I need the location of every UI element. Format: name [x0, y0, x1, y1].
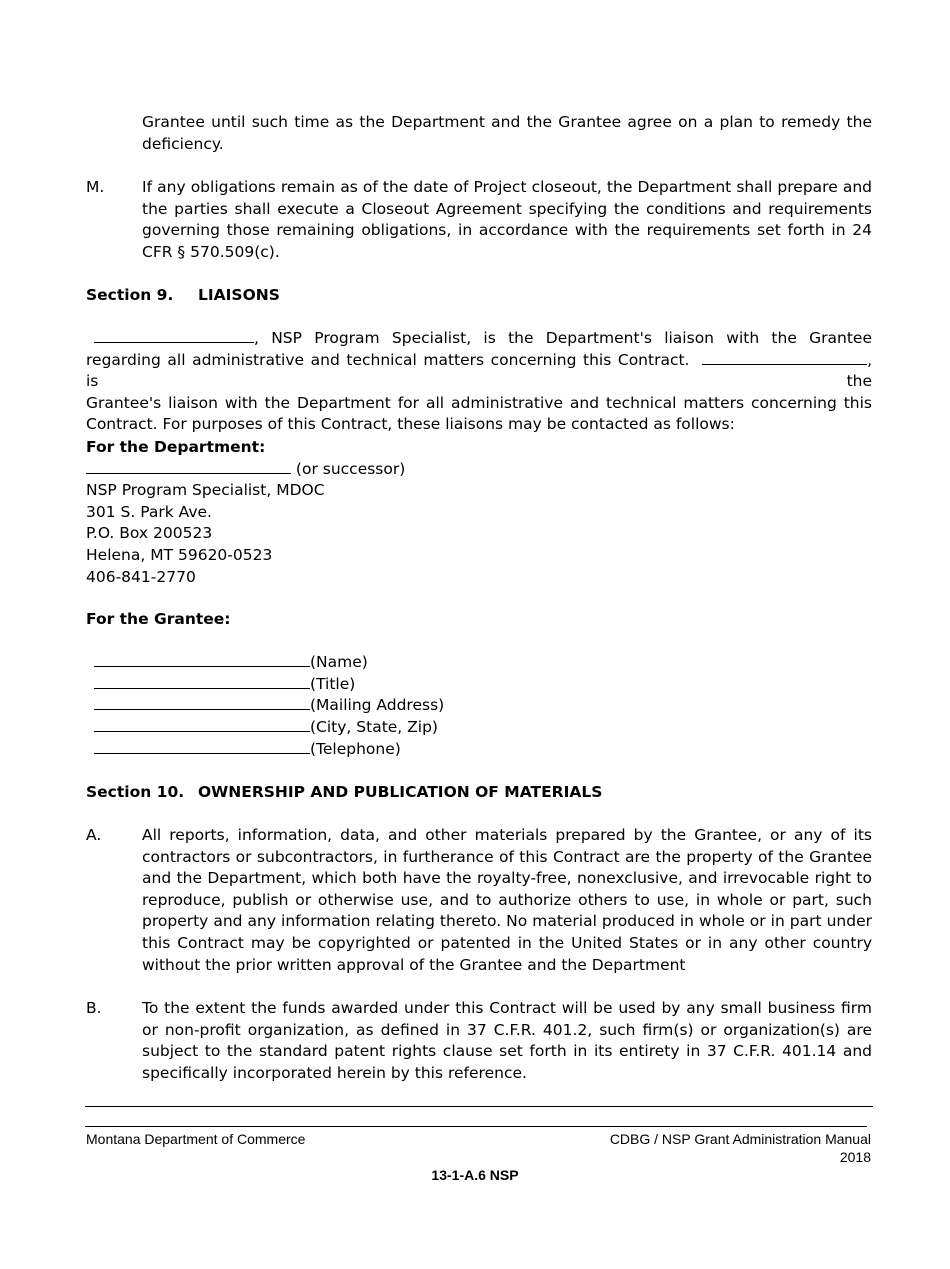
- department-phone: 406-841-2770: [86, 567, 196, 586]
- item-text: To the extent the funds awarded under this Contract will be used by any small business firm or non-profit organization, as defined in 37 C.F.R. 401.2, such firm(s) or organization(s) are subject to the standard patent rights clause set forth in its entirety in 37 C.F.R. 401.14 and specifically incorporated herein by this reference.: [142, 999, 872, 1082]
- grantee-field: (City, State, Zip): [94, 717, 872, 739]
- liaison-the: the: [846, 372, 872, 391]
- liaison-text-part1: , NSP Program Specialist, is the Department's liaison with the Grantee regarding all administrative and technical matters concerning this Contract.: [86, 329, 872, 369]
- department-city: Helena, MT 59620-0523: [86, 545, 273, 564]
- item-label: B.: [86, 999, 102, 1017]
- grantee-liaison-blank: [702, 350, 867, 365]
- footer-left: Montana Department of Commerce: [86, 1131, 306, 1147]
- section-10-heading: [86, 782, 872, 804]
- department-title: NSP Program Specialist, MDOC: [86, 481, 325, 500]
- item-label: A.: [86, 826, 102, 844]
- section-title: OWNERSHIP AND PUBLICATION OF MATERIALS: [198, 783, 603, 801]
- department-contact: [86, 437, 872, 588]
- section-9-heading: [86, 285, 872, 307]
- department-heading: For the Department:: [86, 438, 266, 456]
- item-text: All reports, information, data, and other materials prepared by the Grantee, or any of its contractors or subcontractors, in furtherance of this Contract are the property of the Grantee and the Department, which both have the royalty-free, nonexclusive, and irrevocable right to reproduce, publish or otherwise use, and to authorize others to use, in whole or part, such property and any information relating thereto. No material produced in whole or in part under this Contract may be copyrighted or patented in the United States or in any other country without the prior written approval of the Grantee and the Department: [142, 826, 872, 974]
- item-b: [86, 998, 872, 1084]
- liaison-text-part2: Grantee's liaison with the Department for all administrative and technical matters concerning this Contract. For purposes of this Contract, these liaisons may be contacted as follows:: [86, 393, 872, 434]
- department-po-box: P.O. Box 200523: [86, 524, 213, 543]
- liaison-paragraph: , NSP Program Specialist, is the Department's liaison with the Grantee regarding all administrative and technical matters concerning this Contract. , is the Grantee's liaison with the Department for all administrative and technical matters concerning this Contract. For purposes of this Contract, these liaisons may be contacted as follows:: [86, 328, 872, 436]
- item-m: [86, 177, 872, 263]
- item-text: If any obligations remain as of the date of Project closeout, the Department shall prepare and the parties shall execute a Closeout Agreement specifying the conditions and requirements governing those remaining obligations, in accordance with the requirements set forth in 24 CFR § 570.509(c).: [142, 178, 872, 261]
- footer-rule-bottom: [85, 1126, 867, 1127]
- department-liaison-blank: [94, 328, 254, 343]
- grantee-blank: [94, 717, 310, 732]
- footer-rule-top: [85, 1106, 873, 1107]
- department-name-blank: [86, 459, 291, 474]
- footer-year: 2018: [839, 1149, 871, 1165]
- grantee-blank: [94, 652, 310, 667]
- section-number: Section 9.: [86, 286, 174, 304]
- footer-manual-title: CDBG / NSP Grant Administration Manual: [609, 1131, 871, 1147]
- continuation-text: Grantee until such time as the Department and the Grantee agree on a plan to remedy the deficiency.: [142, 113, 872, 153]
- grantee-contact: [86, 609, 872, 760]
- grantee-heading: For the Grantee:: [86, 610, 231, 628]
- grantee-blank: [94, 674, 310, 689]
- liaison-is: is: [86, 372, 99, 391]
- continuation-paragraph: [86, 112, 872, 155]
- grantee-field: (Mailing Address): [94, 695, 872, 717]
- section-number: Section 10.: [86, 783, 185, 801]
- footer-right: [610, 1130, 871, 1166]
- footer-page-number: 13-1-A.6 NSP: [431, 1167, 519, 1183]
- grantee-blank: [94, 739, 310, 754]
- section-title: LIAISONS: [198, 286, 280, 304]
- grantee-blank: [94, 695, 310, 710]
- successor-text: (or successor): [291, 459, 406, 478]
- item-a: [86, 825, 872, 976]
- grantee-field: (Name): [94, 652, 872, 674]
- department-street: 301 S. Park Ave.: [86, 502, 212, 521]
- grantee-field: (Title): [94, 674, 872, 696]
- grantee-field: (Telephone): [94, 739, 872, 761]
- item-label: M.: [86, 178, 105, 196]
